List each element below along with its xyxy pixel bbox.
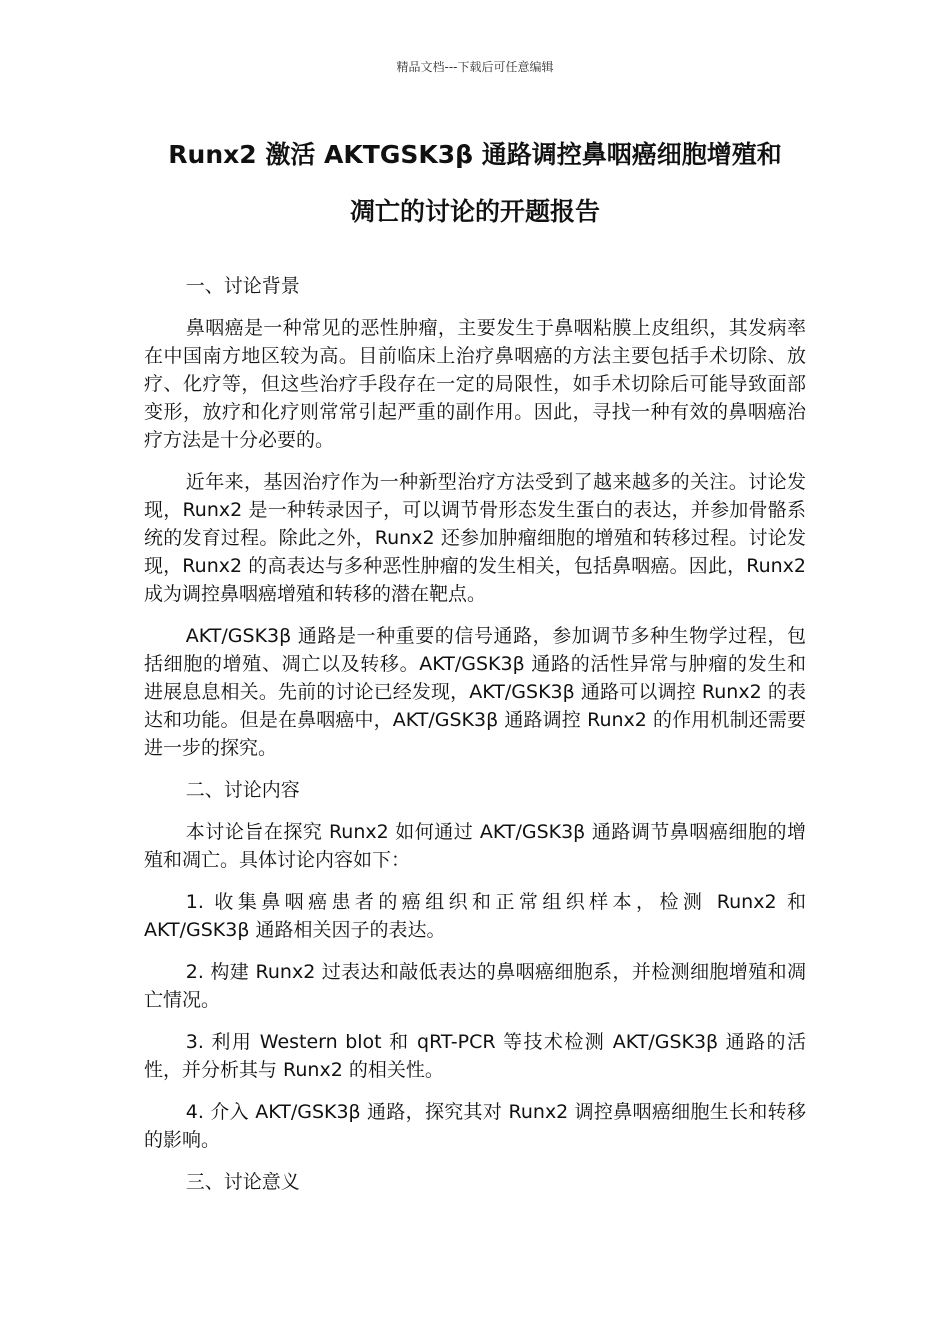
document-title-line-2: 凋亡的讨论的开题报告 xyxy=(349,197,600,226)
section-2-item-2: 2. 构建 Runx2 过表达和敲低表达的鼻咽癌细胞系，并检测细胞增殖和凋亡情况。 xyxy=(144,961,806,1011)
document-title-line-1: Runx2 激活 AKTGSK3β 通路调控鼻咽癌细胞增殖和 xyxy=(168,140,782,169)
header-note: 精品文档---下载后可任意编辑 xyxy=(396,60,554,74)
document-body xyxy=(144,272,806,1210)
section-1-paragraph-2: 近年来，基因治疗作为一种新型治疗方法受到了越来越多的关注。讨论发现，Runx2 是一种转录因子，可以调节骨形态发生蛋白的表达，并参加骨骼系统的发育过程。除此之外，Runx2 还参加肿瘤细胞的增殖和转移过程。讨论发现，Runx2 的高表达与多种恶性肿瘤的发生相关，包括鼻咽癌。因此，Runx2 成为调控鼻咽癌增殖和转移的潜在靶点。 xyxy=(144,471,806,605)
section-2-item-1: 1. 收集鼻咽癌患者的癌组织和正常组织样本，检测 Runx2 和 AKT/GSK3β 通路相关因子的表达。 xyxy=(144,891,806,941)
section-2-item-4: 4. 介入 AKT/GSK3β 通路，探究其对 Runx2 调控鼻咽癌细胞生长和转移的影响。 xyxy=(144,1101,806,1151)
section-1-heading: 一、讨论背景 xyxy=(185,275,300,297)
section-1-paragraph-1: 鼻咽癌是一种常见的恶性肿瘤，主要发生于鼻咽粘膜上皮组织，其发病率在中国南方地区较为高。目前临床上治疗鼻咽癌的方法主要包括手术切除、放疗、化疗等，但这些治疗手段存在一定的局限性，如手术切除后可能导致面部变形，放疗和化疗则常常引起严重的副作用。因此，寻找一种有效的鼻咽癌治疗方法是十分必要的。 xyxy=(144,317,806,451)
section-2-heading: 二、讨论内容 xyxy=(185,779,300,801)
section-2-item-3: 3. 利用 Western blot 和 qRT-PCR 等技术检测 AKT/GSK3β 通路的活性，并分析其与 Runx2 的相关性。 xyxy=(144,1031,806,1081)
section-3-heading: 三、讨论意义 xyxy=(185,1171,300,1193)
section-1-paragraph-3: AKT/GSK3β 通路是一种重要的信号通路，参加调节多种生物学过程，包括细胞的增殖、凋亡以及转移。AKT/GSK3β 通路的活性异常与肿瘤的发生和进展息息相关。先前的讨论已经发现，AKT/GSK3β 通路可以调控 Runx2 的表达和功能。但是在鼻咽癌中，AKT/GSK3β 通路调控 Runx2 的作用机制还需要进一步的探究。 xyxy=(144,625,806,759)
section-2-intro: 本讨论旨在探究 Runx2 如何通过 AKT/GSK3β 通路调节鼻咽癌细胞的增殖和凋亡。具体讨论内容如下： xyxy=(144,821,806,871)
